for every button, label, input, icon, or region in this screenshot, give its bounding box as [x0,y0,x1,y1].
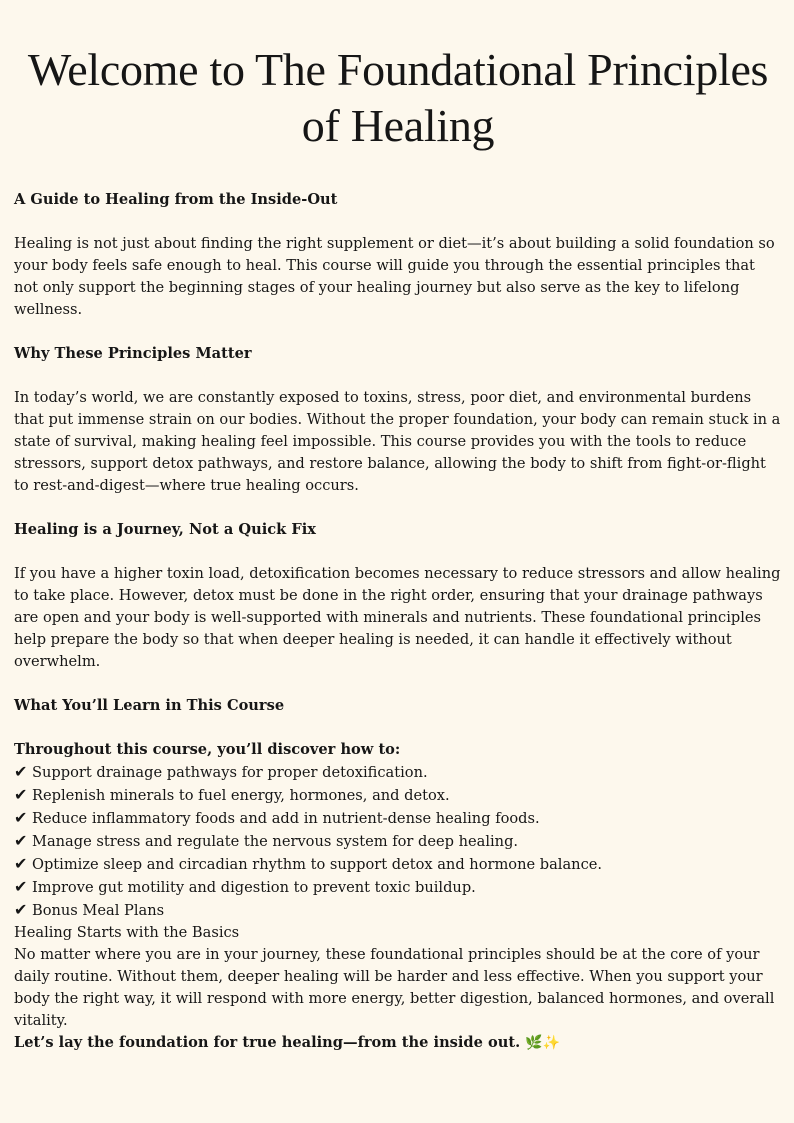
section-heading-journey: Healing is a Journey, Not a Quick Fix [14,521,316,538]
document-body [14,189,782,1054]
checkmark-icon: ✔ [14,831,28,850]
checklist-item [14,853,782,876]
checkmark-icon: ✔ [14,762,28,781]
checklist-item-text: Reduce inflammatory foods and add in nutrient-dense healing foods. [32,810,540,827]
section-heading-basics: Healing Starts with the Basics [14,924,240,941]
section-body-journey: If you have a higher toxin load, detoxification becomes necessary to reduce stressors and allow healing to take place. However, detox must be done in the right order, ensuring that your drainage pathways are open and your body is well-supported with minerals and nutrients. These foundational principles help prepare the body so that when deeper healing is needed, it can handle it effectively without overwhelm. [14,565,781,670]
herb-icon: 🌿 [525,1035,543,1051]
checklist-item-text: Improve gut motility and digestion to prevent toxic buildup. [32,879,476,896]
checklist-item [14,876,782,899]
checklist-item-text: Bonus Meal Plans [32,902,165,919]
page-title-line-1: Welcome to The Foundational Principles [27,44,769,95]
checkmark-icon: ✔ [14,785,28,804]
page-title-line-2: of Healing [301,100,495,151]
checklist-item-text: Manage stress and regulate the nervous system for deep healing. [32,833,519,850]
checklist-item-text: Optimize sleep and circadian rhythm to support detox and hormone balance. [32,856,603,873]
section-heading-guide: A Guide to Healing from the Inside-Out [14,191,338,208]
page-title [14,0,782,154]
section-body-basics: No matter where you are in your journey, these foundational principles should be at the core of your daily routine. Without them, deeper healing will be harder and less effective. When you support your body the right way, it will respond with more energy, better digestion, balanced hormones, and overall vitality. [14,946,775,1029]
checklist-item-text: Support drainage pathways for proper detoxification. [32,764,428,781]
section-heading-learn: What You’ll Learn in This Course [14,697,285,714]
checklist-item [14,761,782,784]
checklist-item [14,899,782,922]
section-body-guide: Healing is not just about finding the right supplement or diet—it’s about building a solid foundation so your body feels safe enough to heal. This course will guide you through the essential principles that not only support the beginning stages of your healing journey but also serve as the key to lifelong wellness. [14,235,775,318]
section-heading-why: Why These Principles Matter [14,345,252,362]
learning-checklist [14,761,782,922]
sparkles-icon: ✨ [542,1035,561,1051]
closing-line [14,1032,782,1054]
checklist-item [14,830,782,853]
checklist-item-text: Replenish minerals to fuel energy, hormones, and detox. [32,787,450,804]
closing-text: Let’s lay the foundation for true healing—from the inside out. [14,1034,521,1051]
checkmark-icon: ✔ [14,854,28,873]
section-body-why: In today’s world, we are constantly exposed to toxins, stress, poor diet, and environmental burdens that put immense strain on our bodies. Without the proper foundation, your body can remain stuck in a state of survival, making healing feel impossible. This course provides you with the tools to reduce stressors, support detox pathways, and restore balance, allowing the body to shift from fight-or-flight to rest-and-digest—where true healing occurs. [14,389,781,494]
checkmark-icon: ✔ [14,877,28,896]
checklist-item [14,807,782,830]
learn-intro: Throughout this course, you’ll discover how to: [14,741,401,758]
checklist-item [14,784,782,807]
checkmark-icon: ✔ [14,808,28,827]
page [14,0,782,1051]
checkmark-icon: ✔ [14,900,28,919]
